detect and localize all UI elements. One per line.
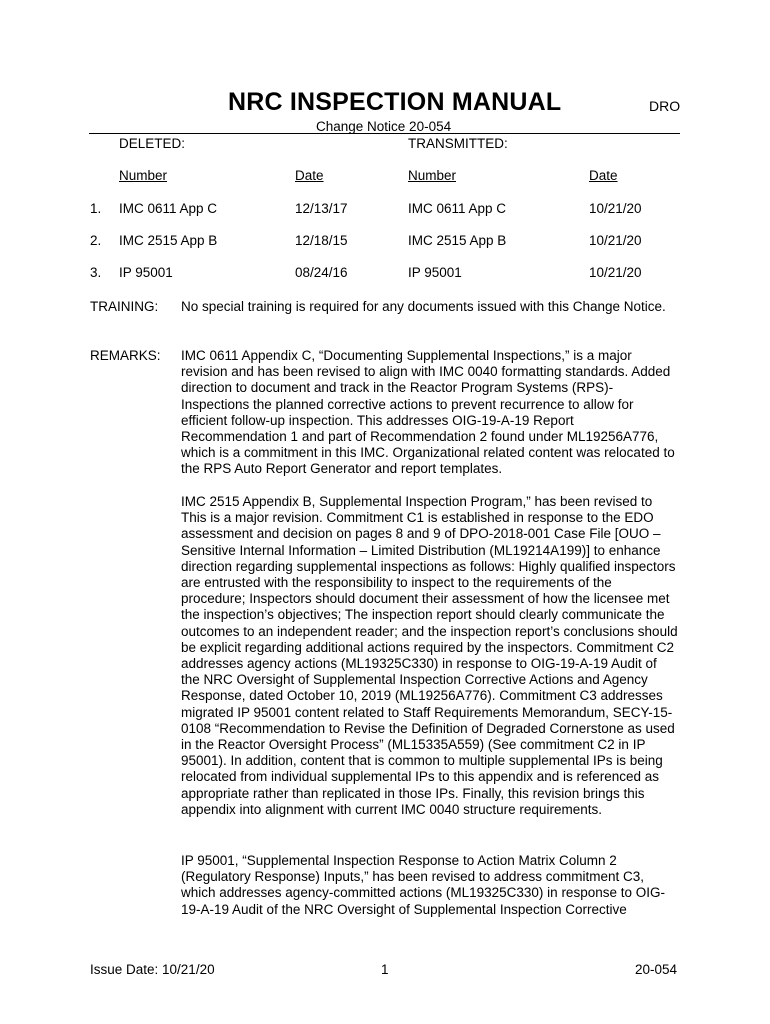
- remarks-paragraph-imc-0611: IMC 0611 Appendix C, “Documenting Supplemental Inspections,” is a major revision and has been revised to align with IMC 0040 formatting standards. Added direction to document and track in the Reactor Program Systems (RPS)-Inspections the planned corrective actions to prevent recurrence to allow for efficient follow-up inspection. This addresses OIG-19-A-19 Report Recommendation 1 and part of Recommendation 2 found under ML19256A776, which is a commitment in this IMC. Organizational related content was relocated to the RPS Auto Report Generator and report templates.: [181, 348, 675, 477]
- deleted-number: IMC 2515 App B: [119, 233, 218, 248]
- row-index: 1.: [90, 201, 102, 216]
- org-code: DRO: [649, 98, 681, 114]
- change-notice: Change Notice 20-054: [316, 119, 452, 134]
- transmitted-number: IMC 0611 App C: [408, 201, 507, 216]
- training-label: TRAINING:: [90, 299, 159, 314]
- deleted-number: IMC 0611 App C: [119, 201, 218, 216]
- footer-issue-date: Issue Date: 10/21/20: [90, 962, 215, 977]
- footer-notice-number: 20-054: [635, 962, 678, 977]
- deleted-date: 08/24/16: [295, 265, 348, 280]
- remarks-paragraph-imc-2515: IMC 2515 Appendix B, Supplemental Inspection Program,” has been revised to This is a major revision. Commitment C1 is established in response to the EDO assessment and decision on pages 8 and 9 of DPO-2018-001 Case File [OUO – Sensitive Internal Information – Limited Distribution (ML19214A199)] to enhance direction regarding supplemental inspections as follows: Highly qualified inspectors are entrusted with the responsibility to inspect to the requirements of the procedure; Inspectors should document their assessment of how the licensee met the inspection’s objectives; The inspection report should clearly communicate the outcomes to an independent reader; and the inspection report’s conclusions should be explicit regarding additional actions required by the inspectors. Commitment C2 addresses agency actions (ML19325C330) in response to OIG-19-A-19 Audit of the NRC Oversight of Supplemental Inspection Corrective Actions and Agency Response, dated October 10, 2019 (ML19256A776). Commitment C3 addresses migrated IP 95001 content related to Staff Requirements Memorandum, SECY-15-0108 “Recommendation to Revise the Definition of Degraded Cornerstone as used in the Reactor Oversight Process” (ML15335A559) (See commitment C2 in IP 95001). In addition, content that is common to multiple supplemental IPs is being relocated from individual supplemental IPs to this appendix and is referenced as appropriate rather than replicated in those IPs. Finally, this revision brings this appendix into alignment with current IMC 0040 structure requirements.: [181, 494, 678, 817]
- row-index: 3.: [90, 265, 102, 280]
- column-header-transmitted-date: Date: [589, 168, 618, 183]
- column-header-transmitted-number: Number: [408, 168, 457, 183]
- deleted-label: DELETED:: [119, 136, 186, 151]
- transmitted-number: IMC 2515 App B: [408, 233, 507, 248]
- transmitted-date: 10/21/20: [589, 233, 642, 248]
- deleted-date: 12/13/17: [295, 201, 348, 216]
- manual-title: NRC INSPECTION MANUAL: [228, 88, 562, 116]
- column-header-deleted-date: Date: [295, 168, 324, 183]
- remarks-paragraph-ip-95001: IP 95001, “Supplemental Inspection Response to Action Matrix Column 2 (Regulatory Response) Inputs,” has been revised to address commitment C3, which addresses agency-committed actions (ML19325C330) in response to OIG-19-A-19 Audit of the NRC Oversight of Supplemental Inspection Corrective: [181, 853, 665, 917]
- footer-page-number: 1: [381, 962, 389, 977]
- deleted-number: IP 95001: [119, 265, 173, 280]
- transmitted-date: 10/21/20: [589, 265, 642, 280]
- remarks-label: REMARKS:: [90, 348, 161, 363]
- row-index: 2.: [90, 233, 102, 248]
- transmitted-date: 10/21/20: [589, 201, 642, 216]
- training-text: No special training is required for any documents issued with this Change Notice.: [181, 299, 666, 314]
- transmitted-label: TRANSMITTED:: [408, 136, 508, 151]
- deleted-date: 12/18/15: [295, 233, 348, 248]
- header-rule: [89, 133, 680, 134]
- column-header-deleted-number: Number: [119, 168, 168, 183]
- transmitted-number: IP 95001: [408, 265, 462, 280]
